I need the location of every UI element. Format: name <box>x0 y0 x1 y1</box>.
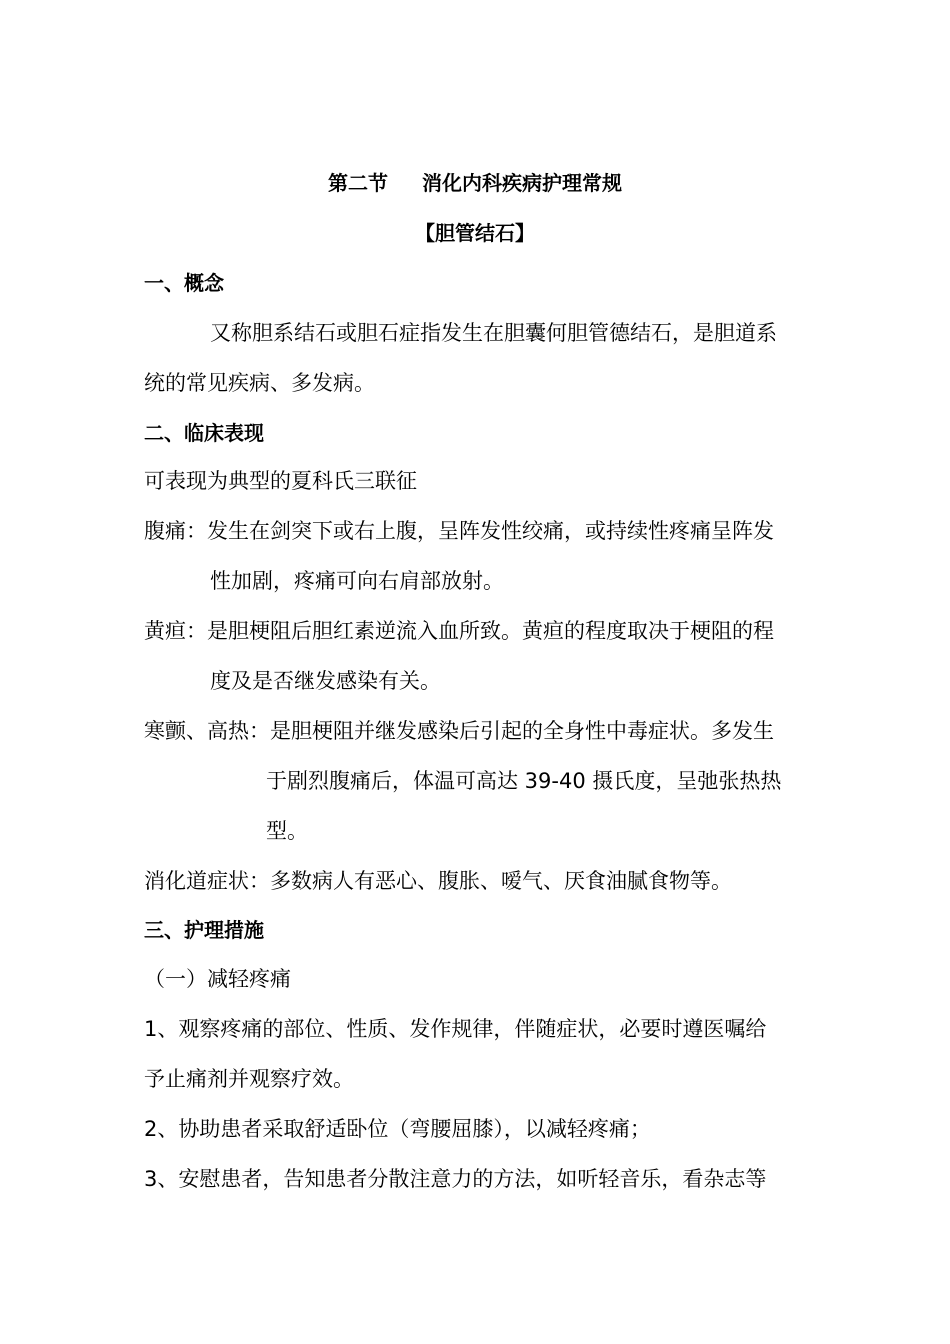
nursing-item-3: 3、安慰患者，告知患者分散注意力的方法，如听轻音乐，看杂志等 <box>144 1167 767 1191</box>
nursing-item-1-line1: 1、观察疼痛的部位、性质、发作规律，伴随症状，必要时遵医嘱给 <box>144 1017 767 1041</box>
nursing-item-2: 2、协助患者采取舒适卧位（弯腰屈膝），以减轻疼痛； <box>144 1117 651 1141</box>
symptom-pain-line1 <box>144 516 774 546</box>
concept-paragraph-line1: 又称胆系结石或胆石症指发生在胆囊何胆管德结石，是胆道系 <box>210 321 777 345</box>
symptom-jaundice-text: 是胆梗阻后胆红素逆流入血所致。黄疸的程度取决于梗阻的程 <box>207 619 774 643</box>
symptom-fever-line1 <box>144 716 774 746</box>
heading-concept: 一、概念 <box>144 271 224 295</box>
symptom-jaundice-line1 <box>144 616 774 646</box>
symptom-pain-label: 腹痛： <box>144 519 207 543</box>
symptom-pain-line2: 性加剧，疼痛可向右肩部放射。 <box>210 569 504 593</box>
nursing-subheading-pain: （一）减轻疼痛 <box>144 967 291 991</box>
symptom-digestive <box>144 866 732 896</box>
disease-title: 【胆管结石】 <box>415 221 535 245</box>
section-title-text: 消化内科疾病护理常规 <box>422 171 622 195</box>
symptom-pain-text: 发生在剑突下或右上腹，呈阵发性绞痛，或持续性疼痛呈阵发 <box>207 519 774 543</box>
section-number: 第二节 <box>328 171 388 195</box>
symptom-jaundice-line2: 度及是否继发感染有关。 <box>210 669 441 693</box>
heading-nursing: 三、护理措施 <box>144 918 264 942</box>
nursing-item-1-line2: 予止痛剂并观察疗效。 <box>144 1067 354 1091</box>
clinical-intro: 可表现为典型的夏科氏三联征 <box>144 469 417 493</box>
heading-clinical: 二、临床表现 <box>144 421 264 445</box>
symptom-digestive-text: 多数病人有恶心、腹胀、嗳气、厌食油腻食物等。 <box>270 869 732 893</box>
symptom-fever-line3: 型。 <box>266 819 308 843</box>
symptom-digestive-label: 消化道症状： <box>144 869 270 893</box>
section-title <box>0 168 950 198</box>
concept-paragraph-line2: 统的常见疾病、多发病。 <box>144 371 375 395</box>
symptom-fever-line2: 于剧烈腹痛后，体温可高达 39-40 摄氏度，呈弛张热热 <box>266 769 782 793</box>
symptom-jaundice-label: 黄疸： <box>144 619 207 643</box>
symptom-fever-text: 是胆梗阻并继发感染后引起的全身性中毒症状。多发生 <box>270 719 774 743</box>
symptom-fever-label: 寒颤、高热： <box>144 719 270 743</box>
